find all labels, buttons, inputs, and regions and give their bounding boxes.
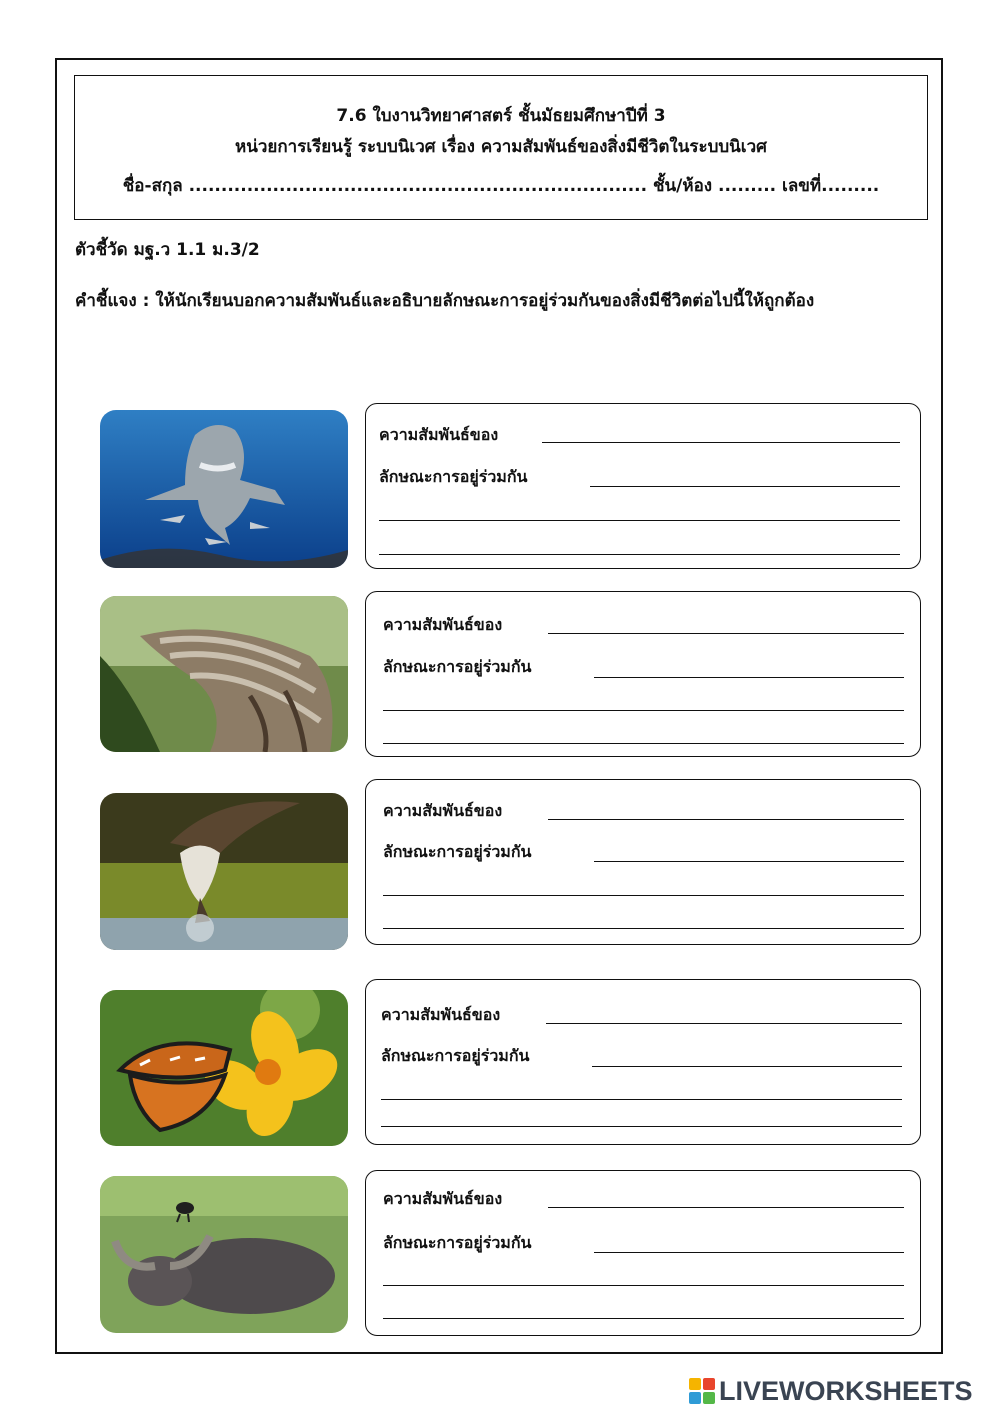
brand-name: LIVEWORKSHEETS [719, 1375, 973, 1406]
liveworksheets-brand [689, 1376, 973, 1406]
student-info-line: ชื่อ-สกุล ....................................................................... ชั้น/ห้อง ......... เลขที่......... [122, 176, 880, 196]
header-box [74, 75, 928, 220]
answer-line[interactable] [590, 486, 900, 487]
butterfly-flower-photo [100, 990, 348, 1146]
instruction: คำชี้แจง : ให้นักเรียนบอกความสัมพันธ์และอธิบายลักษณะการอยู่ร่วมกันของสิ่งมีชีวิตต่อไปนี้ให้ถูกต้อง [75, 291, 815, 311]
answer-box-5 [365, 1170, 921, 1336]
answer-line[interactable] [548, 1207, 904, 1208]
buffalo-bird-photo [100, 1176, 348, 1333]
indicator: ตัวชี้วัด มฐ.ว 1.1 ม.3/2 [75, 240, 260, 260]
coexistence-label: ลักษณะการอยู่ร่วมกัน [383, 655, 535, 680]
coexistence-label: ลักษณะการอยู่ร่วมกัน [383, 1231, 535, 1256]
answer-line[interactable] [379, 554, 900, 555]
strangler-fig-photo [100, 596, 348, 752]
answer-line[interactable] [383, 895, 904, 896]
answer-box-3 [365, 779, 921, 945]
answer-line[interactable] [383, 743, 904, 744]
relationship-label: ความสัมพันธ์ของ [383, 799, 506, 824]
liveworksheets-logo-icon [689, 1378, 715, 1404]
answer-line[interactable] [379, 520, 900, 521]
answer-line[interactable] [383, 1318, 904, 1319]
coexistence-label: ลักษณะการอยู่ร่วมกัน [383, 840, 535, 865]
relationship-label: ความสัมพันธ์ของ [379, 423, 502, 448]
answer-box-2 [365, 591, 921, 757]
shark-remora-photo [100, 410, 348, 568]
answer-line[interactable] [383, 928, 904, 929]
answer-box-1 [365, 403, 921, 569]
answer-line[interactable] [542, 442, 900, 443]
relationship-label: ความสัมพันธ์ของ [381, 1003, 504, 1028]
answer-line[interactable] [548, 633, 904, 634]
relationship-label: ความสัมพันธ์ของ [383, 1187, 506, 1212]
coexistence-label: ลักษณะการอยู่ร่วมกัน [381, 1044, 533, 1069]
answer-line[interactable] [594, 861, 904, 862]
relationship-label: ความสัมพันธ์ของ [383, 613, 506, 638]
answer-line[interactable] [592, 1066, 902, 1067]
answer-line[interactable] [548, 819, 904, 820]
osprey-photo [100, 793, 348, 950]
answer-line[interactable] [594, 677, 904, 678]
answer-line[interactable] [381, 1126, 902, 1127]
answer-box-4 [365, 979, 921, 1145]
worksheet-title: 7.6 ใบงานวิทยาศาสตร์ ชั้นมัธยมศึกษาปีที่ 3 [336, 106, 666, 126]
answer-line[interactable] [383, 710, 904, 711]
answer-line[interactable] [594, 1252, 904, 1253]
answer-line[interactable] [381, 1099, 902, 1100]
answer-line[interactable] [383, 1285, 904, 1286]
coexistence-label: ลักษณะการอยู่ร่วมกัน [379, 465, 531, 490]
unit-title: หน่วยการเรียนรู้ ระบบนิเวศ เรื่อง ความสัมพันธ์ของสิ่งมีชีวิตในระบบนิเวศ [235, 137, 767, 157]
answer-line[interactable] [546, 1023, 902, 1024]
